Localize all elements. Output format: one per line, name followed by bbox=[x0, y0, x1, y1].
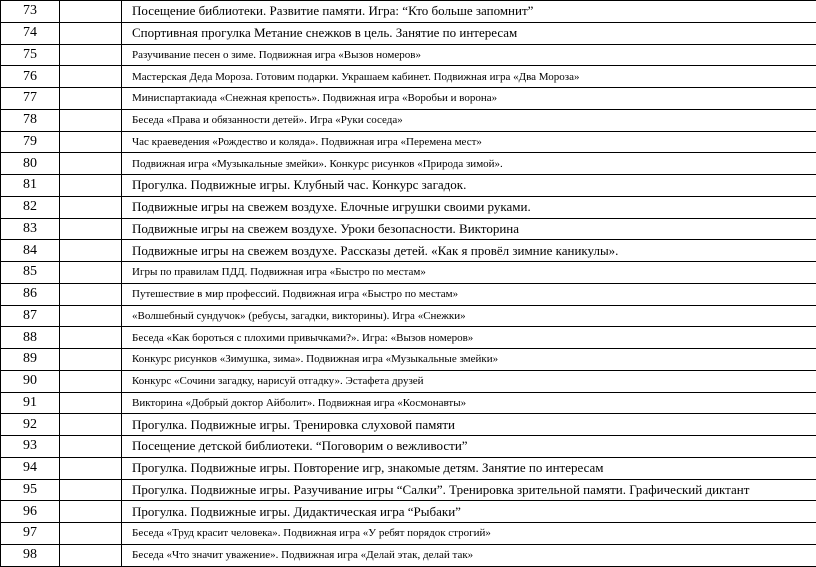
empty-cell bbox=[60, 218, 122, 240]
activity-description: Беседа «Что значит уважение». Подвижная игра «Делай этак, делай так» bbox=[122, 544, 816, 566]
table-row bbox=[1, 262, 816, 284]
empty-cell bbox=[60, 44, 122, 66]
row-number: 90 bbox=[1, 370, 60, 392]
table-row bbox=[1, 131, 816, 153]
row-number: 94 bbox=[1, 457, 60, 479]
row-number: 91 bbox=[1, 392, 60, 414]
table-row bbox=[1, 523, 816, 545]
empty-cell bbox=[60, 523, 122, 545]
empty-cell bbox=[60, 88, 122, 110]
table-row bbox=[1, 392, 816, 414]
table-row bbox=[1, 109, 816, 131]
activity-description: «Волшебный сундучок» (ребусы, загадки, викторины). Игра «Снежки» bbox=[122, 305, 816, 327]
activity-description: Беседа «Как бороться с плохими привычками?». Игра: «Вызов номеров» bbox=[122, 327, 816, 349]
activity-description: Путешествие в мир профессий. Подвижная игра «Быстро по местам» bbox=[122, 283, 816, 305]
empty-cell bbox=[60, 501, 122, 523]
activity-description: Час краеведения «Рождество и коляда». Подвижная игра «Перемена мест» bbox=[122, 131, 816, 153]
empty-cell bbox=[60, 109, 122, 131]
activity-description: Подвижная игра «Музыкальные змейки». Конкурс рисунков «Природа зимой». bbox=[122, 153, 816, 175]
row-number: 76 bbox=[1, 66, 60, 88]
empty-cell bbox=[60, 544, 122, 566]
activity-description: Посещение детской библиотеки. “Поговорим о вежливости” bbox=[122, 436, 816, 458]
table-row bbox=[1, 22, 816, 44]
table-row bbox=[1, 501, 816, 523]
row-number: 77 bbox=[1, 88, 60, 110]
row-number: 78 bbox=[1, 109, 60, 131]
row-number: 92 bbox=[1, 414, 60, 436]
activity-description: Игры по правилам ПДД. Подвижная игра «Быстро по местам» bbox=[122, 262, 816, 284]
activity-description: Мастерская Деда Мороза. Готовим подарки. Украшаем кабинет. Подвижная игра «Два Мороза» bbox=[122, 66, 816, 88]
table-row bbox=[1, 414, 816, 436]
activity-table-body bbox=[1, 1, 816, 567]
table-row bbox=[1, 457, 816, 479]
table-row bbox=[1, 175, 816, 197]
table-row bbox=[1, 370, 816, 392]
table-row bbox=[1, 327, 816, 349]
activity-description: Прогулка. Подвижные игры. Дидактическая игра “Рыбаки” bbox=[122, 501, 816, 523]
table-row bbox=[1, 218, 816, 240]
empty-cell bbox=[60, 370, 122, 392]
table-row bbox=[1, 196, 816, 218]
table-row bbox=[1, 544, 816, 566]
empty-cell bbox=[60, 305, 122, 327]
row-number: 83 bbox=[1, 218, 60, 240]
empty-cell bbox=[60, 327, 122, 349]
activity-description: Беседа «Труд красит человека». Подвижная игра «У ребят порядок строгий» bbox=[122, 523, 816, 545]
table-row bbox=[1, 240, 816, 262]
table-row bbox=[1, 283, 816, 305]
activity-description: Прогулка. Подвижные игры. Разучивание игры “Салки”. Тренировка зрительной памяти. Графический диктант bbox=[122, 479, 816, 501]
activity-description: Прогулка. Подвижные игры. Повторение игр, знакомые детям. Занятие по интересам bbox=[122, 457, 816, 479]
empty-cell bbox=[60, 1, 122, 23]
activity-description: Подвижные игры на свежем воздухе. Уроки безопасности. Викторина bbox=[122, 218, 816, 240]
empty-cell bbox=[60, 479, 122, 501]
activity-description: Разучивание песен о зиме. Подвижная игра «Вызов номеров» bbox=[122, 44, 816, 66]
empty-cell bbox=[60, 153, 122, 175]
empty-cell bbox=[60, 414, 122, 436]
row-number: 86 bbox=[1, 283, 60, 305]
activity-description: Подвижные игры на свежем воздухе. Рассказы детей. «Как я провёл зимние каникулы». bbox=[122, 240, 816, 262]
activity-description: Посещение библиотеки. Развитие памяти. Игра: “Кто больше запомнит” bbox=[122, 1, 816, 23]
activity-description: Викторина «Добрый доктор Айболит». Подвижная игра «Космонавты» bbox=[122, 392, 816, 414]
empty-cell bbox=[60, 457, 122, 479]
row-number: 89 bbox=[1, 349, 60, 371]
activity-description: Конкурс рисунков «Зимушка, зима». Подвижная игра «Музыкальные змейки» bbox=[122, 349, 816, 371]
row-number: 80 bbox=[1, 153, 60, 175]
empty-cell bbox=[60, 131, 122, 153]
row-number: 95 bbox=[1, 479, 60, 501]
table-row bbox=[1, 66, 816, 88]
empty-cell bbox=[60, 66, 122, 88]
table-row bbox=[1, 88, 816, 110]
activity-description: Прогулка. Подвижные игры. Тренировка слуховой памяти bbox=[122, 414, 816, 436]
activity-description: Миниспартакиада «Снежная крепость». Подвижная игра «Воробьи и ворона» bbox=[122, 88, 816, 110]
activity-description: Спортивная прогулка Метание снежков в цель. Занятие по интересам bbox=[122, 22, 816, 44]
row-number: 88 bbox=[1, 327, 60, 349]
row-number: 81 bbox=[1, 175, 60, 197]
table-row bbox=[1, 305, 816, 327]
empty-cell bbox=[60, 175, 122, 197]
row-number: 87 bbox=[1, 305, 60, 327]
empty-cell bbox=[60, 283, 122, 305]
row-number: 98 bbox=[1, 544, 60, 566]
table-row bbox=[1, 1, 816, 23]
row-number: 75 bbox=[1, 44, 60, 66]
empty-cell bbox=[60, 349, 122, 371]
table-row bbox=[1, 436, 816, 458]
activity-description: Конкурс «Сочини загадку, нарисуй отгадку». Эстафета друзей bbox=[122, 370, 816, 392]
row-number: 93 bbox=[1, 436, 60, 458]
row-number: 73 bbox=[1, 1, 60, 23]
row-number: 97 bbox=[1, 523, 60, 545]
empty-cell bbox=[60, 22, 122, 44]
table-row bbox=[1, 153, 816, 175]
table-row bbox=[1, 479, 816, 501]
activity-description: Подвижные игры на свежем воздухе. Елочные игрушки своими руками. bbox=[122, 196, 816, 218]
row-number: 82 bbox=[1, 196, 60, 218]
empty-cell bbox=[60, 262, 122, 284]
row-number: 96 bbox=[1, 501, 60, 523]
empty-cell bbox=[60, 240, 122, 262]
row-number: 79 bbox=[1, 131, 60, 153]
table-row bbox=[1, 349, 816, 371]
empty-cell bbox=[60, 436, 122, 458]
row-number: 84 bbox=[1, 240, 60, 262]
row-number: 85 bbox=[1, 262, 60, 284]
row-number: 74 bbox=[1, 22, 60, 44]
table-row bbox=[1, 44, 816, 66]
activity-description: Беседа «Права и обязанности детей». Игра «Руки соседа» bbox=[122, 109, 816, 131]
activity-description: Прогулка. Подвижные игры. Клубный час. Конкурс загадок. bbox=[122, 175, 816, 197]
empty-cell bbox=[60, 196, 122, 218]
empty-cell bbox=[60, 392, 122, 414]
